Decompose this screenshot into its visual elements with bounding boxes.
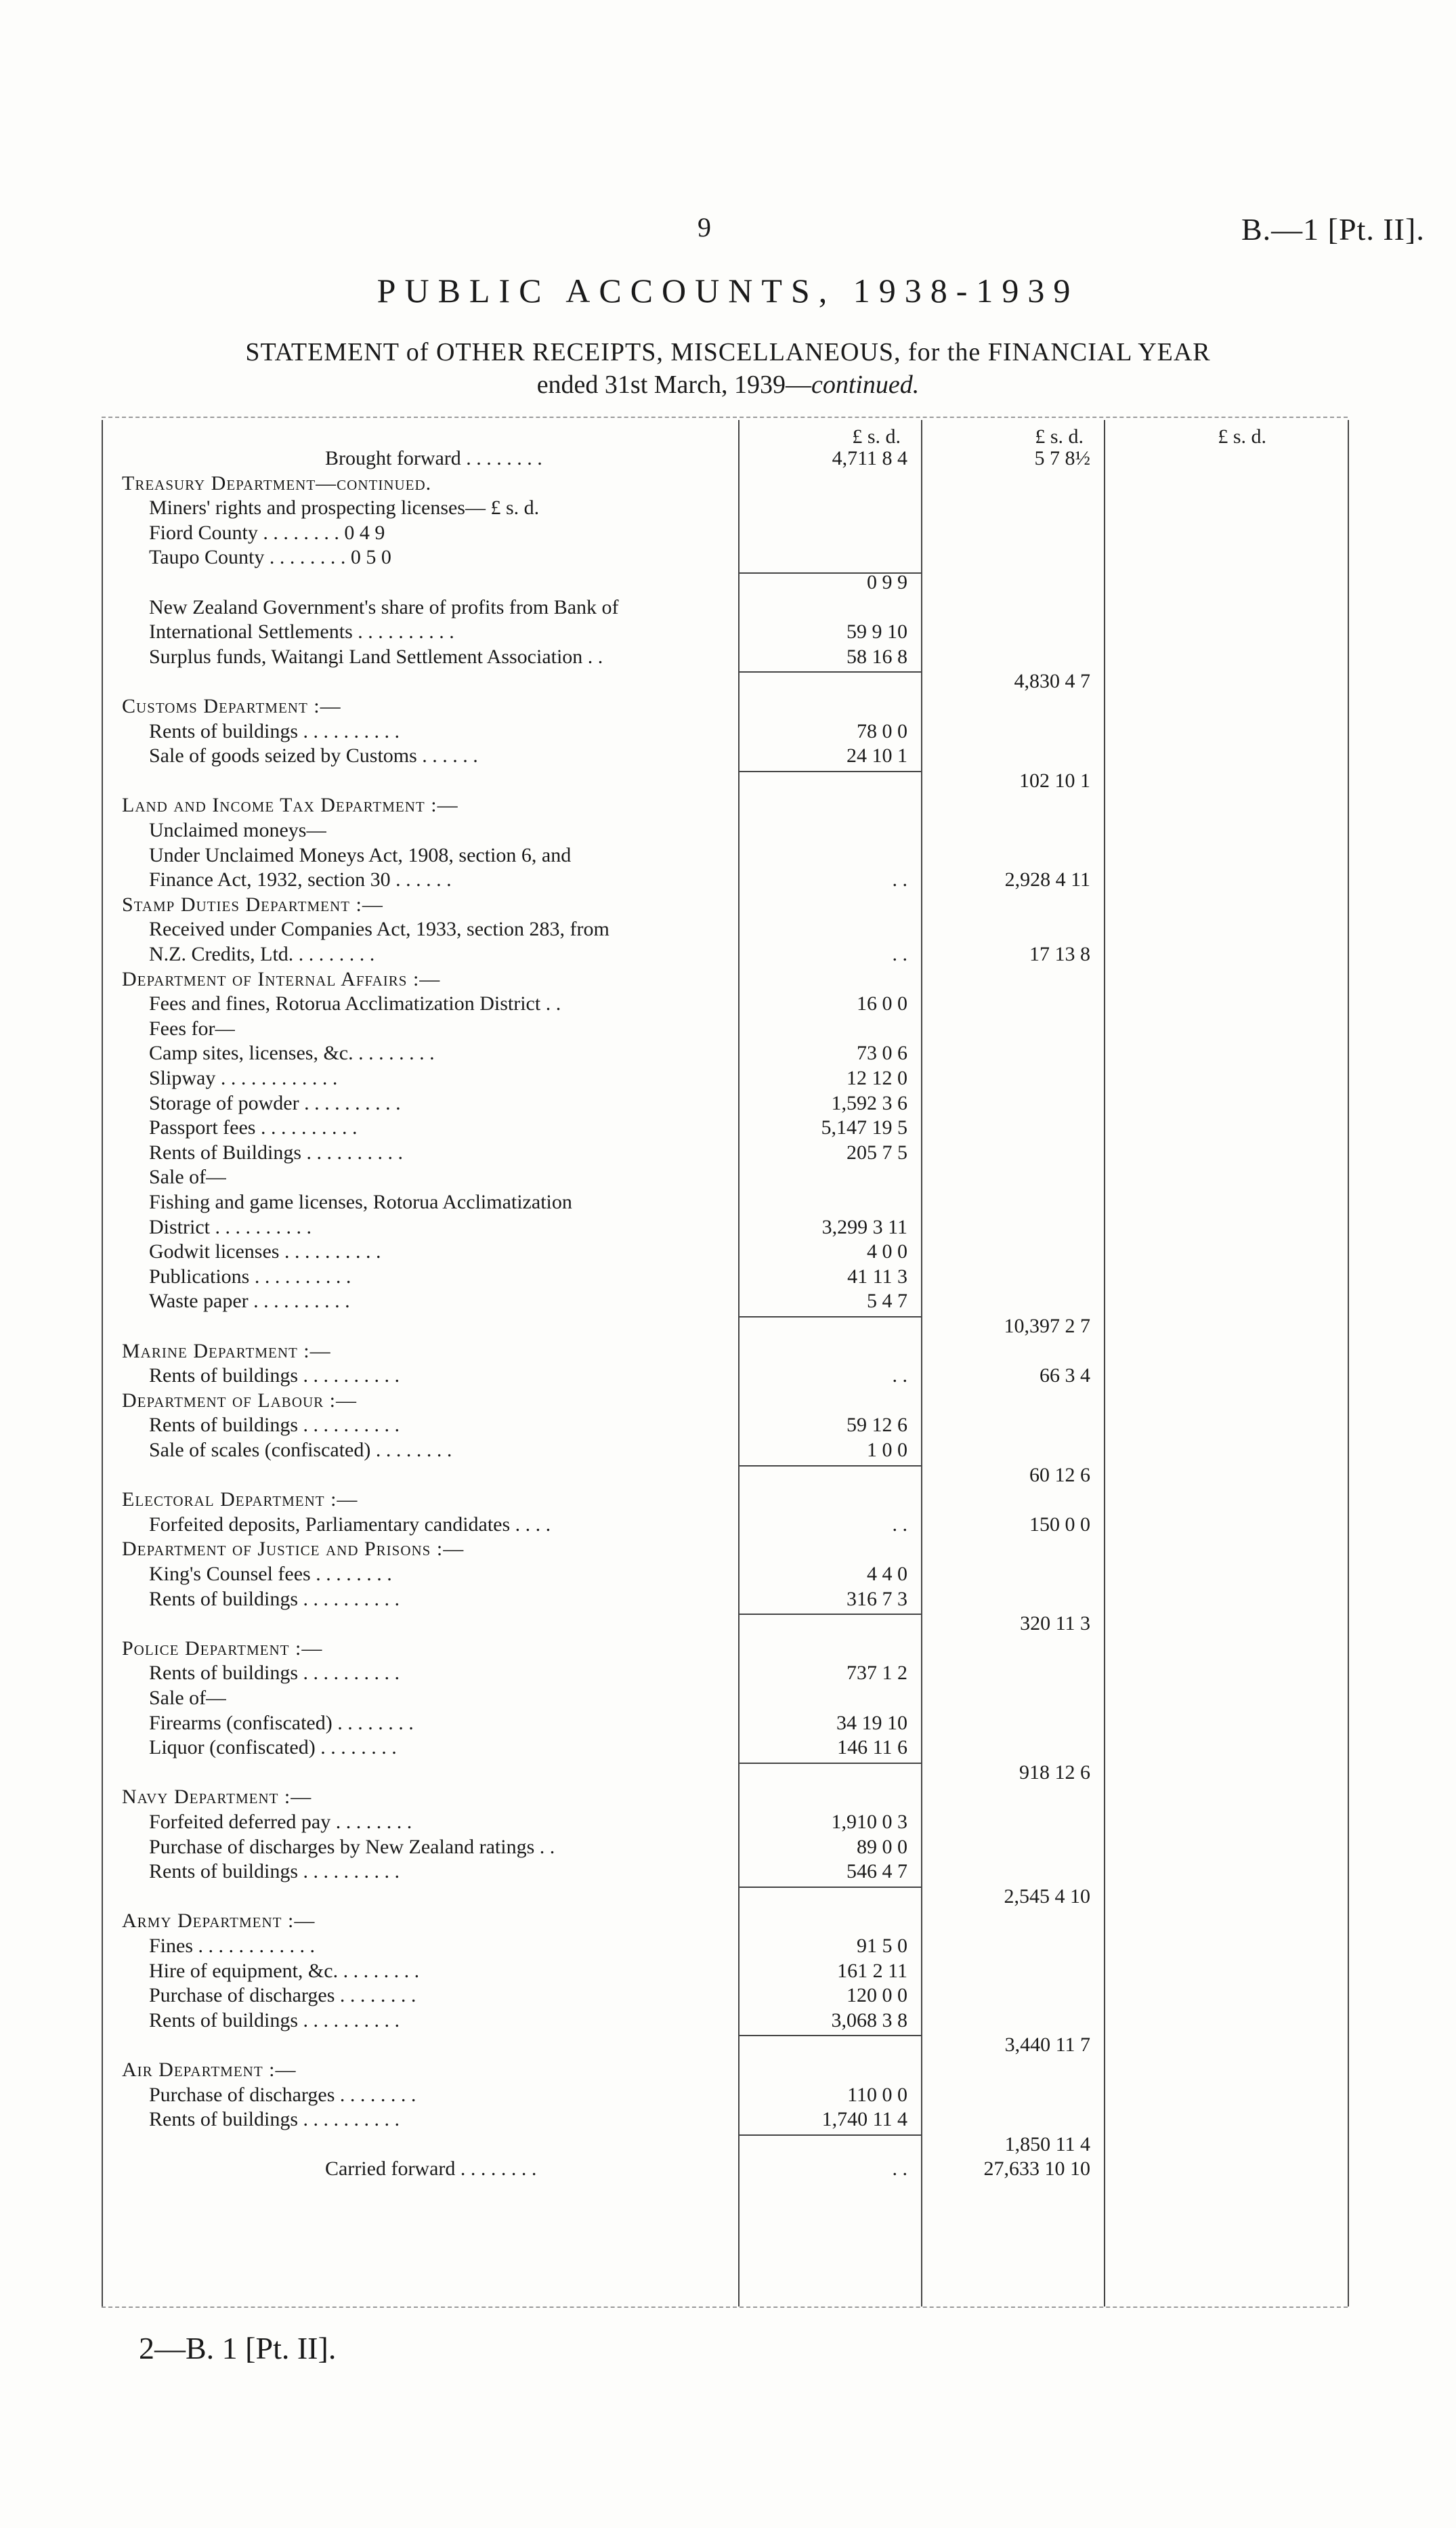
row-label: Liquor (confiscated) . . . . . . . . bbox=[149, 1736, 397, 1759]
row-label: Forfeited deposits, Parliamentary candidates . . . . bbox=[149, 1513, 551, 1536]
amount-col1: 5 4 7 bbox=[867, 1290, 907, 1313]
amount-col1: 41 11 3 bbox=[847, 1265, 907, 1288]
row-label: New Zealand Government's share of profits from Bank of bbox=[149, 595, 619, 618]
row-label: Purchase of discharges . . . . . . . . bbox=[149, 1984, 416, 2007]
subtotal-rule bbox=[738, 771, 921, 772]
row-label: Rents of buildings . . . . . . . . . . bbox=[149, 2008, 400, 2031]
row-label: Fiord County . . . . . . . . 0 4 9 bbox=[149, 521, 385, 544]
table-left-rule bbox=[102, 420, 103, 2306]
row-label: Rents of buildings . . . . . . . . . . bbox=[149, 719, 400, 742]
row-label: Army Department :— bbox=[122, 1910, 316, 1933]
row-label: Rents of buildings . . . . . . . . . . bbox=[149, 1364, 400, 1387]
table-right-rule bbox=[1348, 420, 1349, 2306]
amount-col1: 1,740 11 4 bbox=[821, 2108, 907, 2131]
amount-col2: 10,397 2 7 bbox=[1004, 1315, 1090, 1337]
col3-left-rule bbox=[1104, 420, 1105, 2306]
amount-col1: 0 9 9 bbox=[867, 571, 907, 593]
table-top-rule bbox=[102, 417, 1348, 418]
col1-left-rule bbox=[738, 420, 740, 2306]
row-label: Sale of goods seized by Customs . . . . . . bbox=[149, 744, 478, 767]
subtotal-rule bbox=[738, 572, 921, 574]
amount-col2: 4,830 4 7 bbox=[1014, 670, 1090, 693]
amount-col1: 4 4 0 bbox=[867, 1563, 907, 1585]
row-label: Purchase of discharges by New Zealand ratings . . bbox=[149, 1835, 555, 1858]
row-label: Electoral Department :— bbox=[122, 1488, 358, 1511]
row-label: Department of Internal Affairs :— bbox=[122, 967, 441, 990]
amount-col2: 27,633 10 10 bbox=[983, 2157, 1090, 2181]
amount-col1: . . bbox=[892, 2157, 907, 2181]
row-label: Surplus funds, Waitangi Land Settlement Association . . bbox=[149, 645, 603, 668]
amount-col2: 150 0 0 bbox=[1029, 1513, 1090, 1536]
row-label: Rents of buildings . . . . . . . . . . bbox=[149, 1414, 400, 1437]
row-label: Land and Income Tax Department :— bbox=[122, 794, 458, 817]
amount-col1: 205 7 5 bbox=[847, 1141, 907, 1164]
amount-col1: 91 5 0 bbox=[857, 1935, 907, 1957]
table-bottom-rule bbox=[102, 2306, 1348, 2308]
amount-col1: . . bbox=[892, 868, 907, 891]
row-label: Finance Act, 1932, section 30 . . . . . . bbox=[149, 868, 452, 891]
row-label: Brought forward . . . . . . . . bbox=[325, 447, 542, 469]
col2-left-rule bbox=[921, 420, 922, 2306]
amount-col1: 5,147 19 5 bbox=[821, 1116, 907, 1139]
row-label: Fines . . . . . . . . . . . . bbox=[149, 1935, 316, 1957]
row-label: Forfeited deferred pay . . . . . . . . bbox=[149, 1811, 412, 1833]
amount-col1: 4 0 0 bbox=[867, 1240, 907, 1263]
subtotal-rule bbox=[738, 2035, 921, 2036]
row-label: Slipway . . . . . . . . . . . . bbox=[149, 1067, 338, 1089]
amount-col2: 320 11 3 bbox=[1020, 1612, 1090, 1635]
subtotal-rule bbox=[738, 1763, 921, 1764]
row-label: Rents of Buildings . . . . . . . . . . bbox=[149, 1141, 404, 1164]
row-label: Fishing and game licenses, Rotorua Acclimatization bbox=[149, 1191, 572, 1213]
statement-title: STATEMENT of OTHER RECEIPTS, MISCELLANEOUS, for the FINANCIAL YEAR bbox=[245, 338, 1211, 366]
row-label: Air Department :— bbox=[122, 2059, 297, 2081]
amount-col1: 161 2 11 bbox=[837, 1959, 907, 1982]
amount-col2: 2,545 4 10 bbox=[1004, 1884, 1090, 1908]
statement-date: ended 31st March, 1939— bbox=[536, 371, 811, 399]
amount-col2: 3,440 11 7 bbox=[1004, 2034, 1090, 2057]
row-label: Marine Department :— bbox=[122, 1339, 331, 1362]
amount-col1: 546 4 7 bbox=[847, 1860, 907, 1883]
amount-col2: 102 10 1 bbox=[1019, 769, 1090, 792]
row-label: Under Unclaimed Moneys Act, 1908, section 6, and bbox=[149, 843, 572, 866]
amount-col1: 59 9 10 bbox=[847, 620, 907, 644]
row-label: Taupo County . . . . . . . . 0 5 0 bbox=[149, 546, 391, 569]
row-label: Sale of— bbox=[149, 1166, 227, 1189]
row-label: International Settlements . . . . . . . . . . bbox=[149, 620, 454, 644]
amount-col1: 24 10 1 bbox=[847, 744, 907, 767]
amount-col1: 120 0 0 bbox=[847, 1984, 907, 2007]
page-title: PUBLIC ACCOUNTS, 1938-1939 bbox=[377, 272, 1079, 310]
subtotal-rule bbox=[738, 1887, 921, 1888]
row-label: King's Counsel fees . . . . . . . . bbox=[149, 1563, 392, 1585]
row-label: Navy Department :— bbox=[122, 1786, 312, 1809]
statement-subtitle bbox=[0, 370, 1456, 400]
row-label: Sale of scales (confiscated) . . . . . . . . bbox=[149, 1439, 452, 1461]
amount-col1: 1,910 0 3 bbox=[831, 1811, 907, 1833]
col1-header: £ s. d. bbox=[852, 425, 901, 448]
row-label: Purchase of discharges . . . . . . . . bbox=[149, 2083, 416, 2106]
row-label: Storage of powder . . . . . . . . . . bbox=[149, 1091, 401, 1114]
amount-col1: 146 11 6 bbox=[837, 1736, 907, 1759]
row-label: Godwit licenses . . . . . . . . . . bbox=[149, 1240, 381, 1263]
subtotal-rule bbox=[738, 1465, 921, 1467]
row-label: Customs Department :— bbox=[122, 695, 341, 717]
row-label: Rents of buildings . . . . . . . . . . bbox=[149, 1860, 400, 1883]
document-reference: B.—1 [Pt. II]. bbox=[1241, 212, 1425, 247]
continued-note: continued. bbox=[811, 371, 920, 399]
amount-col1: . . bbox=[892, 1513, 907, 1536]
amount-col2: 60 12 6 bbox=[1029, 1463, 1090, 1486]
subtotal-rule bbox=[738, 2134, 921, 2136]
amount-col1: . . bbox=[892, 1364, 907, 1387]
amount-col2: 1,850 11 4 bbox=[1004, 2132, 1090, 2155]
amount-col1: 3,068 3 8 bbox=[831, 2008, 907, 2031]
row-label: Police Department :— bbox=[122, 1637, 323, 1660]
amount-col1: 89 0 0 bbox=[857, 1835, 907, 1858]
amount-col1: 737 1 2 bbox=[847, 1662, 907, 1685]
subtotal-rule bbox=[738, 1316, 921, 1318]
amount-col1: 110 0 0 bbox=[847, 2083, 907, 2106]
amount-col1: 78 0 0 bbox=[857, 719, 907, 742]
page-number: 9 bbox=[698, 212, 711, 243]
amount-col1: 4,711 8 4 bbox=[832, 447, 907, 469]
subtotal-rule bbox=[738, 1614, 921, 1615]
amount-col1: 3,299 3 11 bbox=[821, 1215, 907, 1238]
row-label: Hire of equipment, &c. . . . . . . . . bbox=[149, 1959, 420, 1982]
amount-col2: 918 12 6 bbox=[1019, 1761, 1090, 1784]
row-label: Rents of buildings . . . . . . . . . . bbox=[149, 1587, 400, 1610]
amount-col1: . . bbox=[892, 943, 907, 965]
row-label: Fees for— bbox=[149, 1017, 236, 1040]
row-label: Rents of buildings . . . . . . . . . . bbox=[149, 2108, 400, 2131]
subtotal-rule bbox=[738, 671, 921, 673]
row-label: Rents of buildings . . . . . . . . . . bbox=[149, 1662, 400, 1685]
col3-header: £ s. d. bbox=[1218, 425, 1266, 448]
row-label: Unclaimed moneys— bbox=[149, 819, 327, 841]
amount-col2: 66 3 4 bbox=[1040, 1364, 1090, 1387]
row-label: Firearms (confiscated) . . . . . . . . bbox=[149, 1711, 414, 1734]
row-label: Stamp Duties Department :— bbox=[122, 893, 383, 916]
amount-col1: 12 12 0 bbox=[847, 1067, 907, 1089]
amount-col1: 59 12 6 bbox=[847, 1414, 907, 1437]
amount-col1: 1 0 0 bbox=[867, 1439, 907, 1461]
row-label: N.Z. Credits, Ltd. . . . . . . . . bbox=[149, 943, 375, 965]
amount-col1: 73 0 6 bbox=[857, 1042, 907, 1065]
col2-header: £ s. d. bbox=[1035, 425, 1084, 448]
footer-reference: 2—B. 1 [Pt. II]. bbox=[139, 2331, 337, 2365]
row-label: Publications . . . . . . . . . . bbox=[149, 1265, 351, 1288]
row-label: Sale of— bbox=[149, 1687, 227, 1709]
amount-col1: 34 19 10 bbox=[836, 1711, 907, 1734]
amount-col1: 58 16 8 bbox=[847, 645, 907, 668]
row-label: Waste paper . . . . . . . . . . bbox=[149, 1290, 350, 1313]
row-label: Department of Labour :— bbox=[122, 1389, 357, 1412]
row-label: District . . . . . . . . . . bbox=[149, 1215, 312, 1238]
row-label: Miners' rights and prospecting licenses— £ s. d. bbox=[149, 497, 540, 520]
row-label: Received under Companies Act, 1933, section 283, from bbox=[149, 918, 609, 941]
row-label: Camp sites, licenses, &c. . . . . . . . . bbox=[149, 1042, 435, 1065]
row-label: Carried forward . . . . . . . . bbox=[325, 2157, 537, 2181]
row-label: Passport fees . . . . . . . . . . bbox=[149, 1116, 358, 1139]
amount-col1: 316 7 3 bbox=[847, 1587, 907, 1610]
amount-col2: 2,928 4 11 bbox=[1004, 868, 1090, 891]
row-label: Treasury Department—continued. bbox=[122, 471, 432, 494]
amount-col2: 17 13 8 bbox=[1029, 943, 1090, 965]
amount-col1: 1,592 3 6 bbox=[831, 1091, 907, 1114]
amount-col2: 5 7 8½ bbox=[1034, 447, 1090, 469]
row-label: Fees and fines, Rotorua Acclimatization District . . bbox=[149, 992, 561, 1015]
amount-col1: 16 0 0 bbox=[857, 992, 907, 1015]
row-label: Department of Justice and Prisons :— bbox=[122, 1538, 465, 1561]
